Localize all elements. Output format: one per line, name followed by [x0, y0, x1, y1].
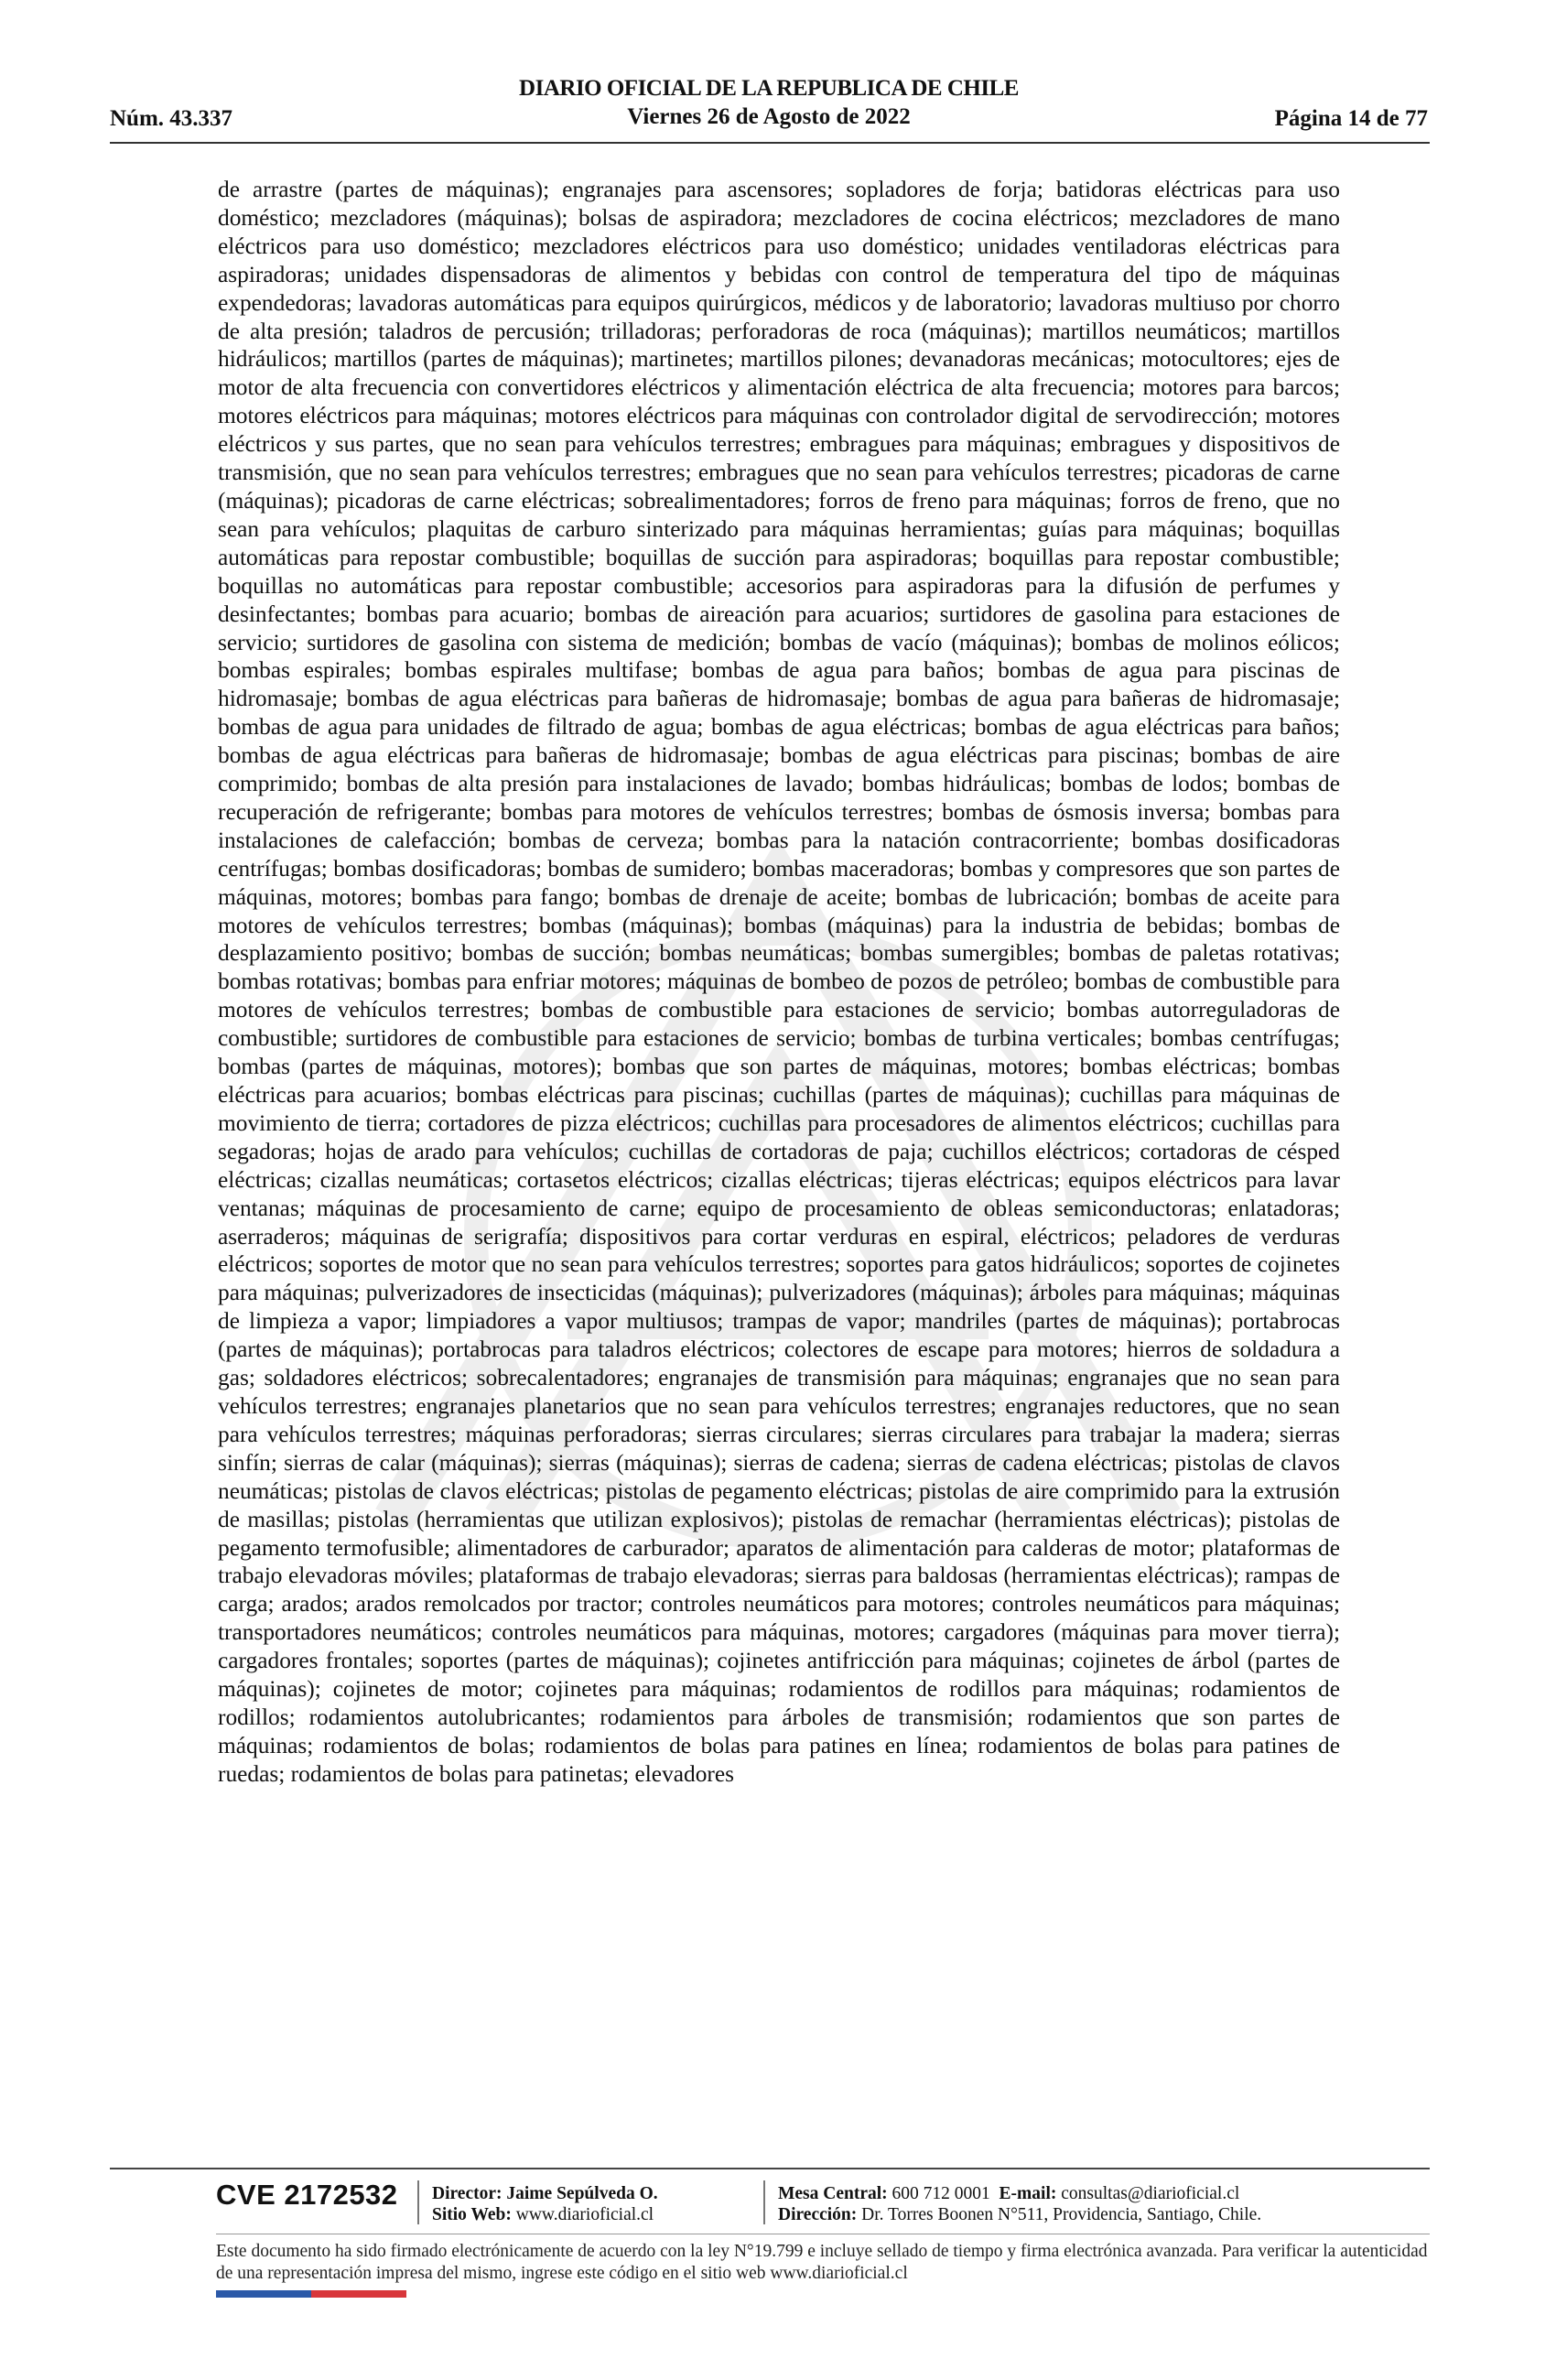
- publication-title: DIARIO OFICIAL DE LA REPUBLICA DE CHILE: [519, 76, 1019, 101]
- page-number: Página 14 de 77: [1274, 106, 1428, 131]
- mesa-label: Mesa Central:: [778, 2184, 888, 2203]
- legal-notice: Este documento ha sido firmado electrónicamente de acuerdo con la ley N°19.799 e incluye sellado de tiempo y firma electrónica avanzada. Para verificar la autenticidad de una representación impresa del mismo, ingrese este código en el sitio web www.diarioficial.cl: [216, 2242, 1428, 2283]
- mesa-phone: 600 712 0001: [891, 2184, 990, 2203]
- header-divider: [110, 142, 1430, 144]
- flag-red-segment: [311, 2290, 406, 2298]
- body-paragraph: de arrastre (partes de máquinas); engranajes para ascensores; sopladores de forja; batidoras eléctricas para uso doméstico; mezcladores (máquinas); bolsas de aspiradora; mezcladores de cocina eléctricos; mezcladores de mano eléctricos para uso doméstico; mezcladores eléctricos para uso doméstico; unidades ventiladoras eléctricas para aspiradoras; unidades dispensadoras de alimentos y bebidas con control de temperatura del tipo de máquinas expendedoras; lavadoras automáticas para equipos quirúrgicos, médicos y de laboratorio; lavadoras multiuso por chorro de alta presión; taladros de percusión; trilladoras; perforadoras de roca (máquinas); martillos neumáticos; martillos hidráulicos; martillos (partes de máquinas); martinetes; martillos pilones; devanadoras mecánicas; motocultores; ejes de motor de alta frecuencia con convertidores eléctricos y alimentación eléctrica de alta frecuencia; motores para barcos; motores eléctricos para máquinas; motores eléctricos para máquinas con controlador digital de servodirección; motores eléctricos y sus partes, que no sean para vehículos terrestres; embragues para máquinas; embragues y dispositivos de transmisión, que no sean para vehículos terrestres; embragues que no sean para vehículos terrestres; picadoras de carne (máquinas); picadoras de carne eléctricas; sobrealimentadores; forros de freno para máquinas; forros de freno, que no sean para vehículos; plaquitas de carburo sinterizado para máquinas herramientas; guías para máquinas; boquillas automáticas para repostar combustible; boquillas de succión para aspiradoras; boquillas para repostar combustible; boquillas no automáticas para repostar combustible; accesorios para aspiradoras para la difusión de perfumes y desinfectantes; bombas para acuario; bombas de aireación para acuarios; surtidores de gasolina para estaciones de servicio; surtidores de gasolina con sistema de medición; bombas de vacío (máquinas); bombas de molinos eólicos; bombas espirales; bombas espirales multifase; bombas de agua para baños; bombas de agua para piscinas de hidromasaje; bombas de agua eléctricas para bañeras de hidromasaje; bombas de agua para bañeras de hidromasaje; bombas de agua para unidades de filtrado de agua; bombas de agua eléctricas; bombas de agua eléctricas para baños; bombas de agua eléctricas para bañeras de hidromasaje; bombas de agua eléctricas para piscinas; bombas de aire comprimido; bombas de alta presión para instalaciones de lavado; bombas hidráulicas; bombas de lodos; bombas de recuperación de refrigerante; bombas para motores de vehículos terrestres; bombas de ósmosis inversa; bombas para instalaciones de calefacción; bombas de cerveza; bombas para la natación contracorriente; bombas dosificadoras centrífugas; bombas dosificadoras; bombas de sumidero; bombas maceradoras; bombas y compresores que son partes de máquinas, motores; bombas para fango; bombas de drenaje de aceite; bombas de lubricación; bombas de aceite para motores de vehículos terrestres; bombas (máquinas); bombas (máquinas) para la industria de bebidas; bombas de desplazamiento positivo; bombas de succión; bombas neumáticas; bombas sumergibles; bombas de paletas rotativas; bombas rotativas; bombas para enfriar motores; máquinas de bombeo de pozos de petróleo; bombas de combustible para motores de vehículos terrestres; bombas de combustible para estaciones de servicio; bombas autorreguladoras de combustible; surtidores de combustible para estaciones de servicio; bombas de turbina verticales; bombas centrífugas; bombas (partes de máquinas, motores); bombas que son partes de máquinas, motores; bombas eléctricas; bombas eléctricas para acuarios; bombas eléctricas para piscinas; cuchillas (partes de máquinas); cuchillas para máquinas de movimiento de tierra; cortadores de pizza eléctricos; cuchillas para procesadores de alimentos eléctricos; cuchillas para segadoras; hojas de arado para vehículos; cuchillas de cortadoras de paja; cuchillos eléctricos; cortadoras de césped eléctricas; cizallas neumáticas; cortasetos eléctricos; cizallas eléctricas; tijeras eléctricas; equipos eléctricos para lavar ventanas; máquinas de procesamiento de carne; equipo de procesamiento de obleas semiconductoras; enlatadoras; aserraderos; máquinas de serigrafía; dispositivos para cortar verduras en espiral, eléctricos; peladores de verduras eléctricos; soportes de motor que no sean para vehículos terrestres; soportes para gatos hidráulicos; soportes de cojinetes para máquinas; pulverizadores de insecticidas (máquinas); pulverizadores (máquinas); árboles para máquinas; máquinas de limpieza a vapor; limpiadores a vapor multiusos; trampas de vapor; mandriles (partes de máquinas); portabrocas (partes de máquinas); portabrocas para taladros eléctricos; colectores de escape para motores; hierros de soldadura a gas; soldadores eléctricos; sobrecalentadores; engranajes de transmisión para máquinas; engranajes que no sean para vehículos terrestres; engranajes planetarios que no sean para vehículos terrestres; engranajes reductores, que no sean para vehículos terrestres; máquinas perforadoras; sierras circulares; sierras circulares para trabajar la madera; sierras sinfín; sierras de calar (máquinas); sierras (máquinas); sierras de cadena; sierras de cadena eléctricas; pistolas de clavos neumáticas; pistolas de clavos eléctricas; pistolas de pegamento eléctricas; pistolas de aire comprimido para la extrusión de masillas; pistolas (herramientas que utilizan explosivos); pistolas de remachar (herramientas eléctricas); pistolas de pegamento termofusible; alimentadores de carburador; aparatos de alimentación para calderas de motor; plataformas de trabajo elevadoras móviles; plataformas de trabajo elevadoras; sierras para baldosas (herramientas eléctricas); rampas de carga; arados; arados remolcados por tractor; controles neumáticos para motores; controles neumáticos para máquinas; transportadores neumáticos; controles neumáticos para máquinas, motores; cargadores (máquinas para mover tierra); cargadores frontales; soportes (partes de máquinas); cojinetes antifricción para máquinas; cojinetes de árbol (partes de máquinas); cojinetes de motor; cojinetes para máquinas; rodamientos de rodillos para máquinas; rodamientos de rodillos; rodamientos autolubricantes; rodamientos para árboles de transmisión; rodamientos que son partes de máquinas; rodamientos de bolas; rodamientos de bolas para patines en línea; rodamientos de bolas para patines de ruedas; rodamientos de bolas para patinetas; elevadores: [218, 177, 1340, 1787]
- flag-color-bar: [216, 2290, 406, 2298]
- masthead: [110, 75, 1428, 132]
- issue-number: Núm. 43.337: [110, 106, 233, 131]
- flag-blue-segment: [216, 2290, 311, 2298]
- publication-date: Viernes 26 de Agosto de 2022: [627, 104, 911, 129]
- address-label: Dirección:: [778, 2205, 858, 2224]
- website-link[interactable]: www.diarioficial.cl: [515, 2205, 654, 2224]
- address-value: Dr. Torres Boonen N°511, Providencia, Santiago, Chile.: [861, 2205, 1262, 2224]
- email-link[interactable]: consultas@diarioficial.cl: [1061, 2184, 1240, 2203]
- footer-separator: [417, 2180, 419, 2224]
- cve-code: CVE 2172532: [216, 2179, 398, 2211]
- footer-director-block: [432, 2183, 658, 2225]
- director-label: Director:: [432, 2184, 502, 2203]
- footer-separator: [763, 2180, 765, 2224]
- page-header: [110, 75, 1428, 139]
- director-name: Jaime Sepúlveda O.: [506, 2184, 658, 2203]
- website-label: Sitio Web:: [432, 2205, 512, 2224]
- footer-divider: [110, 2168, 1430, 2169]
- footer-contact-block: [778, 2183, 1261, 2225]
- email-label: E-mail:: [999, 2184, 1057, 2203]
